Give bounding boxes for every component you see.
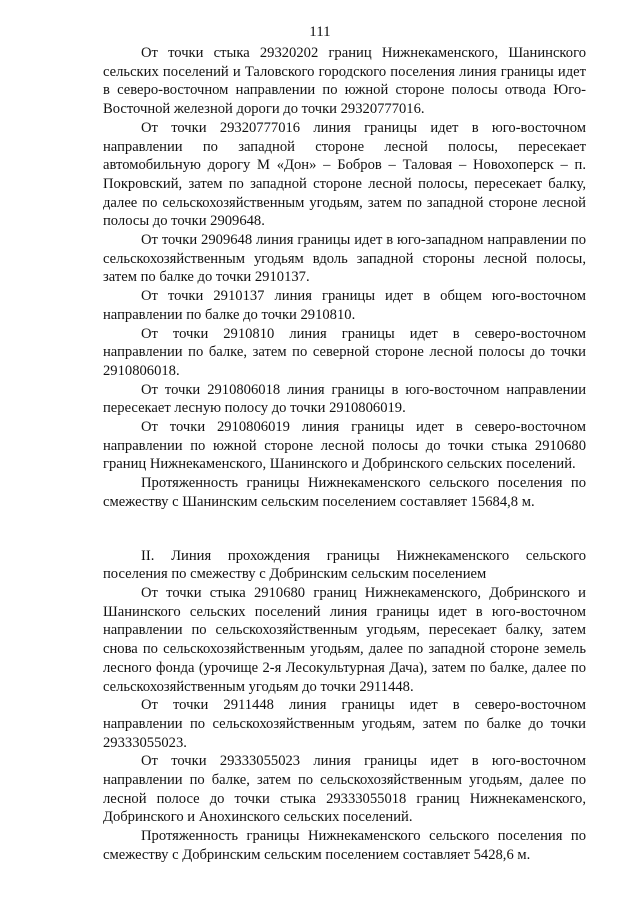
paragraph: От точки 2910806018 линия границы в юго-восточном направлении пересекает лесную полосу до точки 2910806019.: [103, 381, 586, 417]
paragraph: От точки 2910137 линия границы идет в общем юго-восточном направлении по балке до точки 2910810.: [103, 288, 586, 323]
paragraph: От точки 29320777016 линия границы идет в юго-восточном направлении по западной стороне лесной полосы, пересекает автомобильную дорогу М «Дон» – Бобров – Таловая – Новохоперск – п. Покровский, затем по западной стороне лесной полосы, пересекает балку, далее по сельскохозяйственным угодьям, затем по западной стороне лесной полосы до точки 2909648.: [103, 119, 586, 230]
paragraph: От точки 29333055023 линия границы идет в юго-восточном направлении по балке, затем по сельскохозяйственным угодьям, далее по лесной полосе до точки стыка 29333055018 границ Нижнекаменского, Добринского и Анохинского сельских поселений.: [103, 753, 586, 826]
paragraph: Протяженность границы Нижнекаменского сельского поселения по смежеству с Шанинским сельским поселением составляет 15684,8 м.: [103, 475, 586, 510]
paragraph: От точки 2910806019 линия границы идет в северо-восточном направлении по южной стороне лесной полосы до точки стыка 2910680 границ Нижнекаменского, Шанинского и Добринского сельских поселений.: [103, 419, 586, 473]
document-body: [103, 44, 586, 865]
paragraph: От точки стыка 29320202 границ Нижнекаменского, Шанинского сельских поселений и Таловского городского поселения линия границы идет в северо-восточном направлении по южной стороне полосы отвода Юго-Восточной железной дороги до точки 29320777016.: [103, 45, 586, 118]
paragraph: От точки 2909648 линия границы идет в юго-западном направлении по сельскохозяйственным угодьям вдоль западной стороны лесной полосы, затем по балке до точки 2910137.: [103, 232, 586, 286]
page-number: 111: [309, 24, 331, 40]
paragraph: От точки 2911448 линия границы идет в северо-восточном направлении по сельскохозяйственным угодьям, затем по балке до точки 29333055023.: [103, 697, 586, 751]
paragraph: От точки стыка 2910680 границ Нижнекаменского, Добринского и Шанинского сельских поселений линия границы идет в юго-восточном направлении по сельскохозяйственным угодьям, пересекает балку, затем снова по сельскохозяйственным угодьям, далее по западной стороне земель лесного фонда (урочище 2-я Лесокультурная Дача), затем по балке, далее по сельскохозяйственным угодьям до точки 2911448.: [103, 584, 586, 695]
paragraph: От точки 2910810 линия границы идет в северо-восточном направлении по балке, затем по северной стороне лесной полосы до точки 2910806018.: [103, 325, 586, 379]
section-heading: II. Линия прохождения границы Нижнекаменского сельского поселения по смежеству с Добринским сельским поселением: [103, 547, 586, 583]
paragraph: Протяженность границы Нижнекаменского сельского поселения по смежеству с Добринским сельским поселением составляет 5428,6 м.: [103, 828, 586, 863]
